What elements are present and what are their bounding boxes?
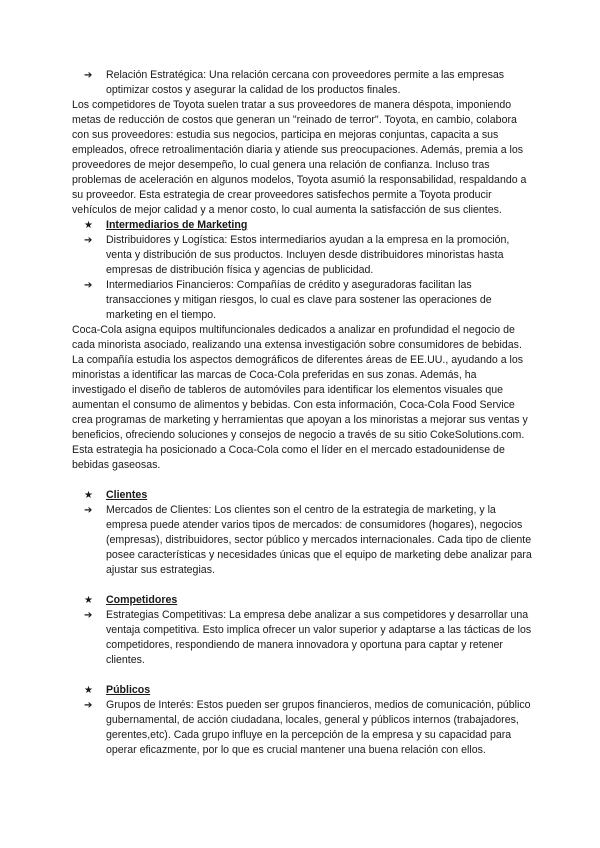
star-bullet-icon: ★ bbox=[84, 685, 93, 696]
bullet-estrategias-competitivas bbox=[84, 608, 532, 668]
heading-text: Intermediarios de Marketing bbox=[106, 219, 248, 231]
spacer bbox=[72, 578, 532, 593]
toyota-paragraph: Los competidores de Toyota suelen tratar a sus proveedores de manera déspota, imponiendo metas de reducción de costos que generan un "reinado de terror". Toyota, en cambio, colabora con sus proveedores: estudia sus negocios, participa en mejoras conjuntas, capacita a sus empleados, ofrece retroalimentación diaria y atiende sus preocupaciones. Además, premia a los proveedores de mejor desempeño, lo cual genera una relación de confianza. Incluso tras problemas de aceleración en algunos modelos, Toyota asumió la responsabilidad, respaldando a su proveedor. Esta estrategia de crear proveedores satisfechos permite a Toyota producir vehículos de mejor calidad y a menor costo, lo cual aumenta la satisfacción de sus clientes. bbox=[72, 99, 527, 216]
bullet-text: Grupos de Interés: Estos pueden ser grupos financieros, medios de comunicación, público gubernamental, de acción ciudadana, locales, general y públicos internos (trabajadores, gerentes,etc). Cada grupo influye en la percepción de la empresa y su capacidad para operar eficazmente, por lo que es crucial mantener una buena relación con ellos. bbox=[106, 699, 531, 756]
bullet-text: Relación Estratégica: Una relación cercana con proveedores permite a las empresas optimizar costos y asegurar la calidad de los productos finales. bbox=[106, 69, 505, 96]
arrow-bullet-icon: ➔ bbox=[84, 505, 93, 516]
star-bullet-icon: ★ bbox=[84, 220, 93, 231]
arrow-bullet-icon: ➔ bbox=[84, 280, 93, 291]
star-bullet-icon: ★ bbox=[84, 490, 93, 501]
bullet-text: Distribuidores y Logística: Estos intermediarios ayudan a la empresa en la promoción, venta y distribución de sus productos. Incluyen desde distribuidores minoristas hasta empresas de distribución física y agencias de publicidad. bbox=[106, 234, 510, 276]
arrow-bullet-icon: ➔ bbox=[84, 70, 93, 81]
star-bullet-icon: ★ bbox=[84, 595, 93, 606]
arrow-bullet-icon: ➔ bbox=[84, 700, 93, 711]
document-page bbox=[72, 68, 532, 758]
bullet-text: Mercados de Clientes: Los clientes son el centro de la estrategia de marketing, y la empresa puede atender varios tipos de mercados: de consumidores (hogares), negocios (empresas), distribuidores, sector público y mercados internacionales. Cada tipo de cliente posee características y necesidades únicas que el equipo de marketing debe analizar para ajustar sus estrategias. bbox=[106, 504, 532, 576]
heading-publicos bbox=[84, 683, 532, 698]
cocacola-paragraph: Coca-Cola asigna equipos multifuncionales dedicados a analizar en profundidad el negocio de cada minorista asociado, realizando una extensa investigación sobre consumidores de bebidas. La compañía estudia los aspectos demográficos de diferentes áreas de EE.UU., ayudando a los minoristas a identificar las marcas de Coca-Cola preferidas en sus zonas. Además, ha investigado el diseño de tableros de automóviles para identificar los elementos visuales que aumentan el consumo de alimentos y bebidas. Con esta información, Coca-Cola Food Service crea programas de marketing y herramientas que apoyan a los minoristas a mejorar sus ventas y beneficios, ofreciendo soluciones y consejos de negocio a través de su sitio CokeSolutions.com. Esta estrategia ha posicionado a Coca-Cola como el líder en el mercado estadounidense de bebidas gaseosas. bbox=[72, 324, 528, 471]
heading-clientes bbox=[84, 488, 532, 503]
bullet-text: Intermediarios Financieros: Compañías de crédito y aseguradoras facilitan las transacciones y mitigan riesgos, lo cual es clave para sostener las operaciones de marketing en el tiempo. bbox=[106, 279, 492, 321]
bullet-intermediarios-financieros bbox=[84, 278, 532, 323]
heading-text: Clientes bbox=[106, 489, 148, 501]
heading-text: Competidores bbox=[106, 594, 178, 606]
bullet-grupos-interes bbox=[84, 698, 532, 758]
heading-competidores bbox=[84, 593, 532, 608]
bullet-text: Estrategias Competitivas: La empresa debe analizar a sus competidores y desarrollar una ventaja competitiva. Esto implica ofrecer un valor superior y adaptarse a las tácticas de los competidores, respondiendo de manera innovadora y oportuna para captar y retener clientes. bbox=[106, 609, 532, 666]
bullet-distribuidores bbox=[84, 233, 532, 278]
bullet-mercados-clientes bbox=[84, 503, 532, 578]
arrow-bullet-icon: ➔ bbox=[84, 610, 93, 621]
heading-intermediarios bbox=[84, 218, 532, 233]
spacer bbox=[72, 668, 532, 683]
heading-text: Públicos bbox=[106, 684, 151, 696]
bullet-relacion-estrategica bbox=[84, 68, 532, 98]
spacer bbox=[72, 473, 532, 488]
arrow-bullet-icon: ➔ bbox=[84, 235, 93, 246]
